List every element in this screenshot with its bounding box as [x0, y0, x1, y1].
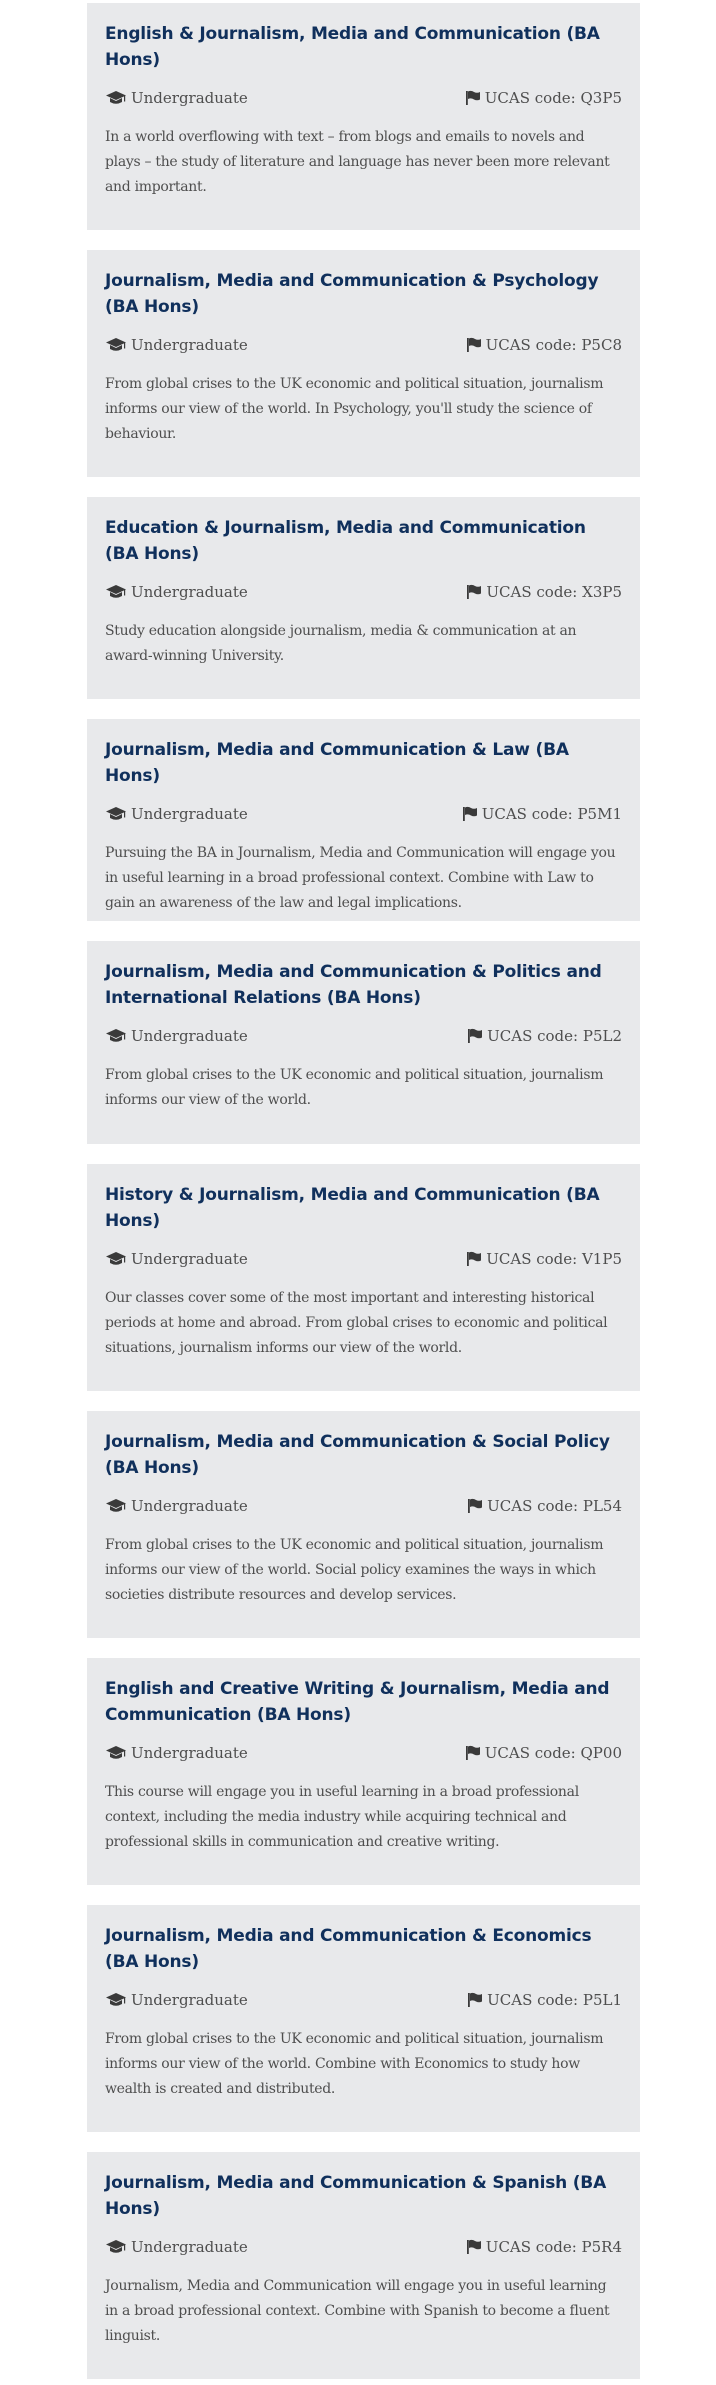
course-level-label: Undergraduate	[131, 1497, 248, 1515]
ucas-code	[467, 1991, 622, 2009]
course-level-label: Undergraduate	[131, 805, 248, 823]
course-level	[105, 1744, 248, 1762]
course-level-label: Undergraduate	[131, 1250, 248, 1268]
course-description: Our classes cover some of the most important and interesting historical periods at home and abroad. From global crises to economic and political situations, journalism informs our view of the world.	[105, 1290, 608, 1356]
course-description: From global crises to the UK economic and political situation, journalism informs our view of the world. Social policy examines the ways in which societies distribute resources and develop services.	[105, 1537, 604, 1603]
course-card[interactable]	[87, 1905, 640, 2132]
course-meta	[105, 1495, 622, 1517]
course-meta	[105, 803, 622, 825]
course-level-label: Undergraduate	[131, 89, 248, 107]
flag-icon	[466, 584, 482, 600]
course-level	[105, 2238, 248, 2256]
flag-icon	[467, 1028, 483, 1044]
graduation-cap-icon	[105, 337, 127, 353]
flag-icon	[466, 2239, 482, 2255]
course-meta	[105, 334, 622, 356]
course-level	[105, 1991, 248, 2009]
course-card[interactable]	[87, 3, 640, 230]
ucas-code	[462, 805, 622, 823]
course-level	[105, 1497, 248, 1515]
course-level-label: Undergraduate	[131, 1744, 248, 1762]
course-level	[105, 1250, 248, 1268]
ucas-code-label: UCAS code: Q3P5	[484, 89, 622, 107]
course-card[interactable]	[87, 1658, 640, 1885]
ucas-code	[467, 1027, 622, 1045]
course-level-label: Undergraduate	[131, 1027, 248, 1045]
course-meta	[105, 581, 622, 603]
course-title[interactable]: English & Journalism, Media and Communication (BA Hons)	[105, 24, 600, 70]
course-title[interactable]: Education & Journalism, Media and Communication (BA Hons)	[105, 518, 586, 564]
course-title[interactable]: Journalism, Media and Communication & Psychology (BA Hons)	[105, 271, 599, 317]
flag-icon	[466, 337, 482, 353]
ucas-code-label: UCAS code: P5R4	[485, 2238, 622, 2256]
ucas-code-label: UCAS code: P5C8	[485, 336, 622, 354]
ucas-code-label: UCAS code: P5L2	[487, 1027, 622, 1045]
ucas-code-label: UCAS code: QP00	[484, 1744, 622, 1762]
course-meta	[105, 1025, 622, 1047]
course-level	[105, 1027, 248, 1045]
course-level-label: Undergraduate	[131, 336, 248, 354]
ucas-code-label: UCAS code: PL54	[487, 1497, 622, 1515]
course-meta	[105, 2236, 622, 2258]
flag-icon	[465, 1745, 481, 1761]
flag-icon	[462, 806, 478, 822]
course-title[interactable]: Journalism, Media and Communication & Spanish (BA Hons)	[105, 2173, 607, 2219]
course-card[interactable]	[87, 497, 640, 699]
course-title[interactable]: History & Journalism, Media and Communication (BA Hons)	[105, 1185, 600, 1231]
course-card[interactable]	[87, 2152, 640, 2379]
flag-icon	[467, 1498, 483, 1514]
ucas-code	[466, 336, 622, 354]
course-description: From global crises to the UK economic and political situation, journalism informs our view of the world. In Psychology, you'll study the science of behaviour.	[105, 376, 604, 442]
course-title[interactable]: Journalism, Media and Communication & Politics and International Relations (BA Hons)	[105, 962, 602, 1008]
course-level	[105, 583, 248, 601]
ucas-code-label: UCAS code: P5L1	[487, 1991, 622, 2009]
ucas-code	[467, 1497, 622, 1515]
graduation-cap-icon	[105, 2239, 127, 2255]
graduation-cap-icon	[105, 1992, 127, 2008]
course-title[interactable]: Journalism, Media and Communication & Law (BA Hons)	[105, 740, 569, 786]
course-card[interactable]	[87, 719, 640, 921]
course-description: Journalism, Media and Communication will engage you in useful learning in a broad professional context. Combine with Spanish to become a fluent linguist.	[105, 2278, 610, 2344]
flag-icon	[465, 90, 481, 106]
course-meta	[105, 1248, 622, 1270]
course-description: From global crises to the UK economic and political situation, journalism informs our view of the world. Combine with Economics to study how wealth is created and distributed.	[105, 2031, 604, 2097]
ucas-code	[465, 89, 622, 107]
course-title[interactable]: English and Creative Writing & Journalism, Media and Communication (BA Hons)	[105, 1679, 610, 1725]
ucas-code	[466, 583, 622, 601]
course-description: Study education alongside journalism, media & communication at an award-winning University.	[105, 623, 577, 664]
course-card[interactable]	[87, 941, 640, 1144]
ucas-code-label: UCAS code: P5M1	[481, 805, 622, 823]
course-card[interactable]	[87, 1164, 640, 1391]
ucas-code	[465, 1744, 622, 1762]
graduation-cap-icon	[105, 1498, 127, 1514]
ucas-code	[466, 2238, 622, 2256]
course-title[interactable]: Journalism, Media and Communication & Economics (BA Hons)	[105, 1926, 592, 1972]
course-meta	[105, 87, 622, 109]
course-description: This course will engage you in useful learning in a broad professional context, including the media industry while acquiring technical and professional skills in communication and creative writing.	[105, 1784, 579, 1850]
course-level-label: Undergraduate	[131, 583, 248, 601]
course-meta	[105, 1989, 622, 2011]
course-level	[105, 89, 248, 107]
course-card[interactable]	[87, 250, 640, 477]
course-card[interactable]	[87, 1411, 640, 1638]
course-description: From global crises to the UK economic and political situation, journalism informs our view of the world.	[105, 1067, 604, 1108]
course-level-label: Undergraduate	[131, 2238, 248, 2256]
course-level	[105, 805, 248, 823]
graduation-cap-icon	[105, 1251, 127, 1267]
flag-icon	[466, 1251, 482, 1267]
graduation-cap-icon	[105, 1028, 127, 1044]
course-level-label: Undergraduate	[131, 1991, 248, 2009]
course-description: In a world overflowing with text – from blogs and emails to novels and plays – the study of literature and language has never been more relevant and important.	[105, 129, 610, 195]
ucas-code	[466, 1250, 622, 1268]
graduation-cap-icon	[105, 1745, 127, 1761]
course-meta	[105, 1742, 622, 1764]
flag-icon	[467, 1992, 483, 2008]
course-level	[105, 336, 248, 354]
course-description: Pursuing the BA in Journalism, Media and Communication will engage you in useful learning in a broad professional context. Combine with Law to gain an awareness of the law and legal implications.	[105, 845, 616, 911]
graduation-cap-icon	[105, 806, 127, 822]
ucas-code-label: UCAS code: X3P5	[486, 583, 622, 601]
course-title[interactable]: Journalism, Media and Communication & Social Policy (BA Hons)	[105, 1432, 610, 1478]
graduation-cap-icon	[105, 90, 127, 106]
graduation-cap-icon	[105, 584, 127, 600]
ucas-code-label: UCAS code: V1P5	[486, 1250, 622, 1268]
